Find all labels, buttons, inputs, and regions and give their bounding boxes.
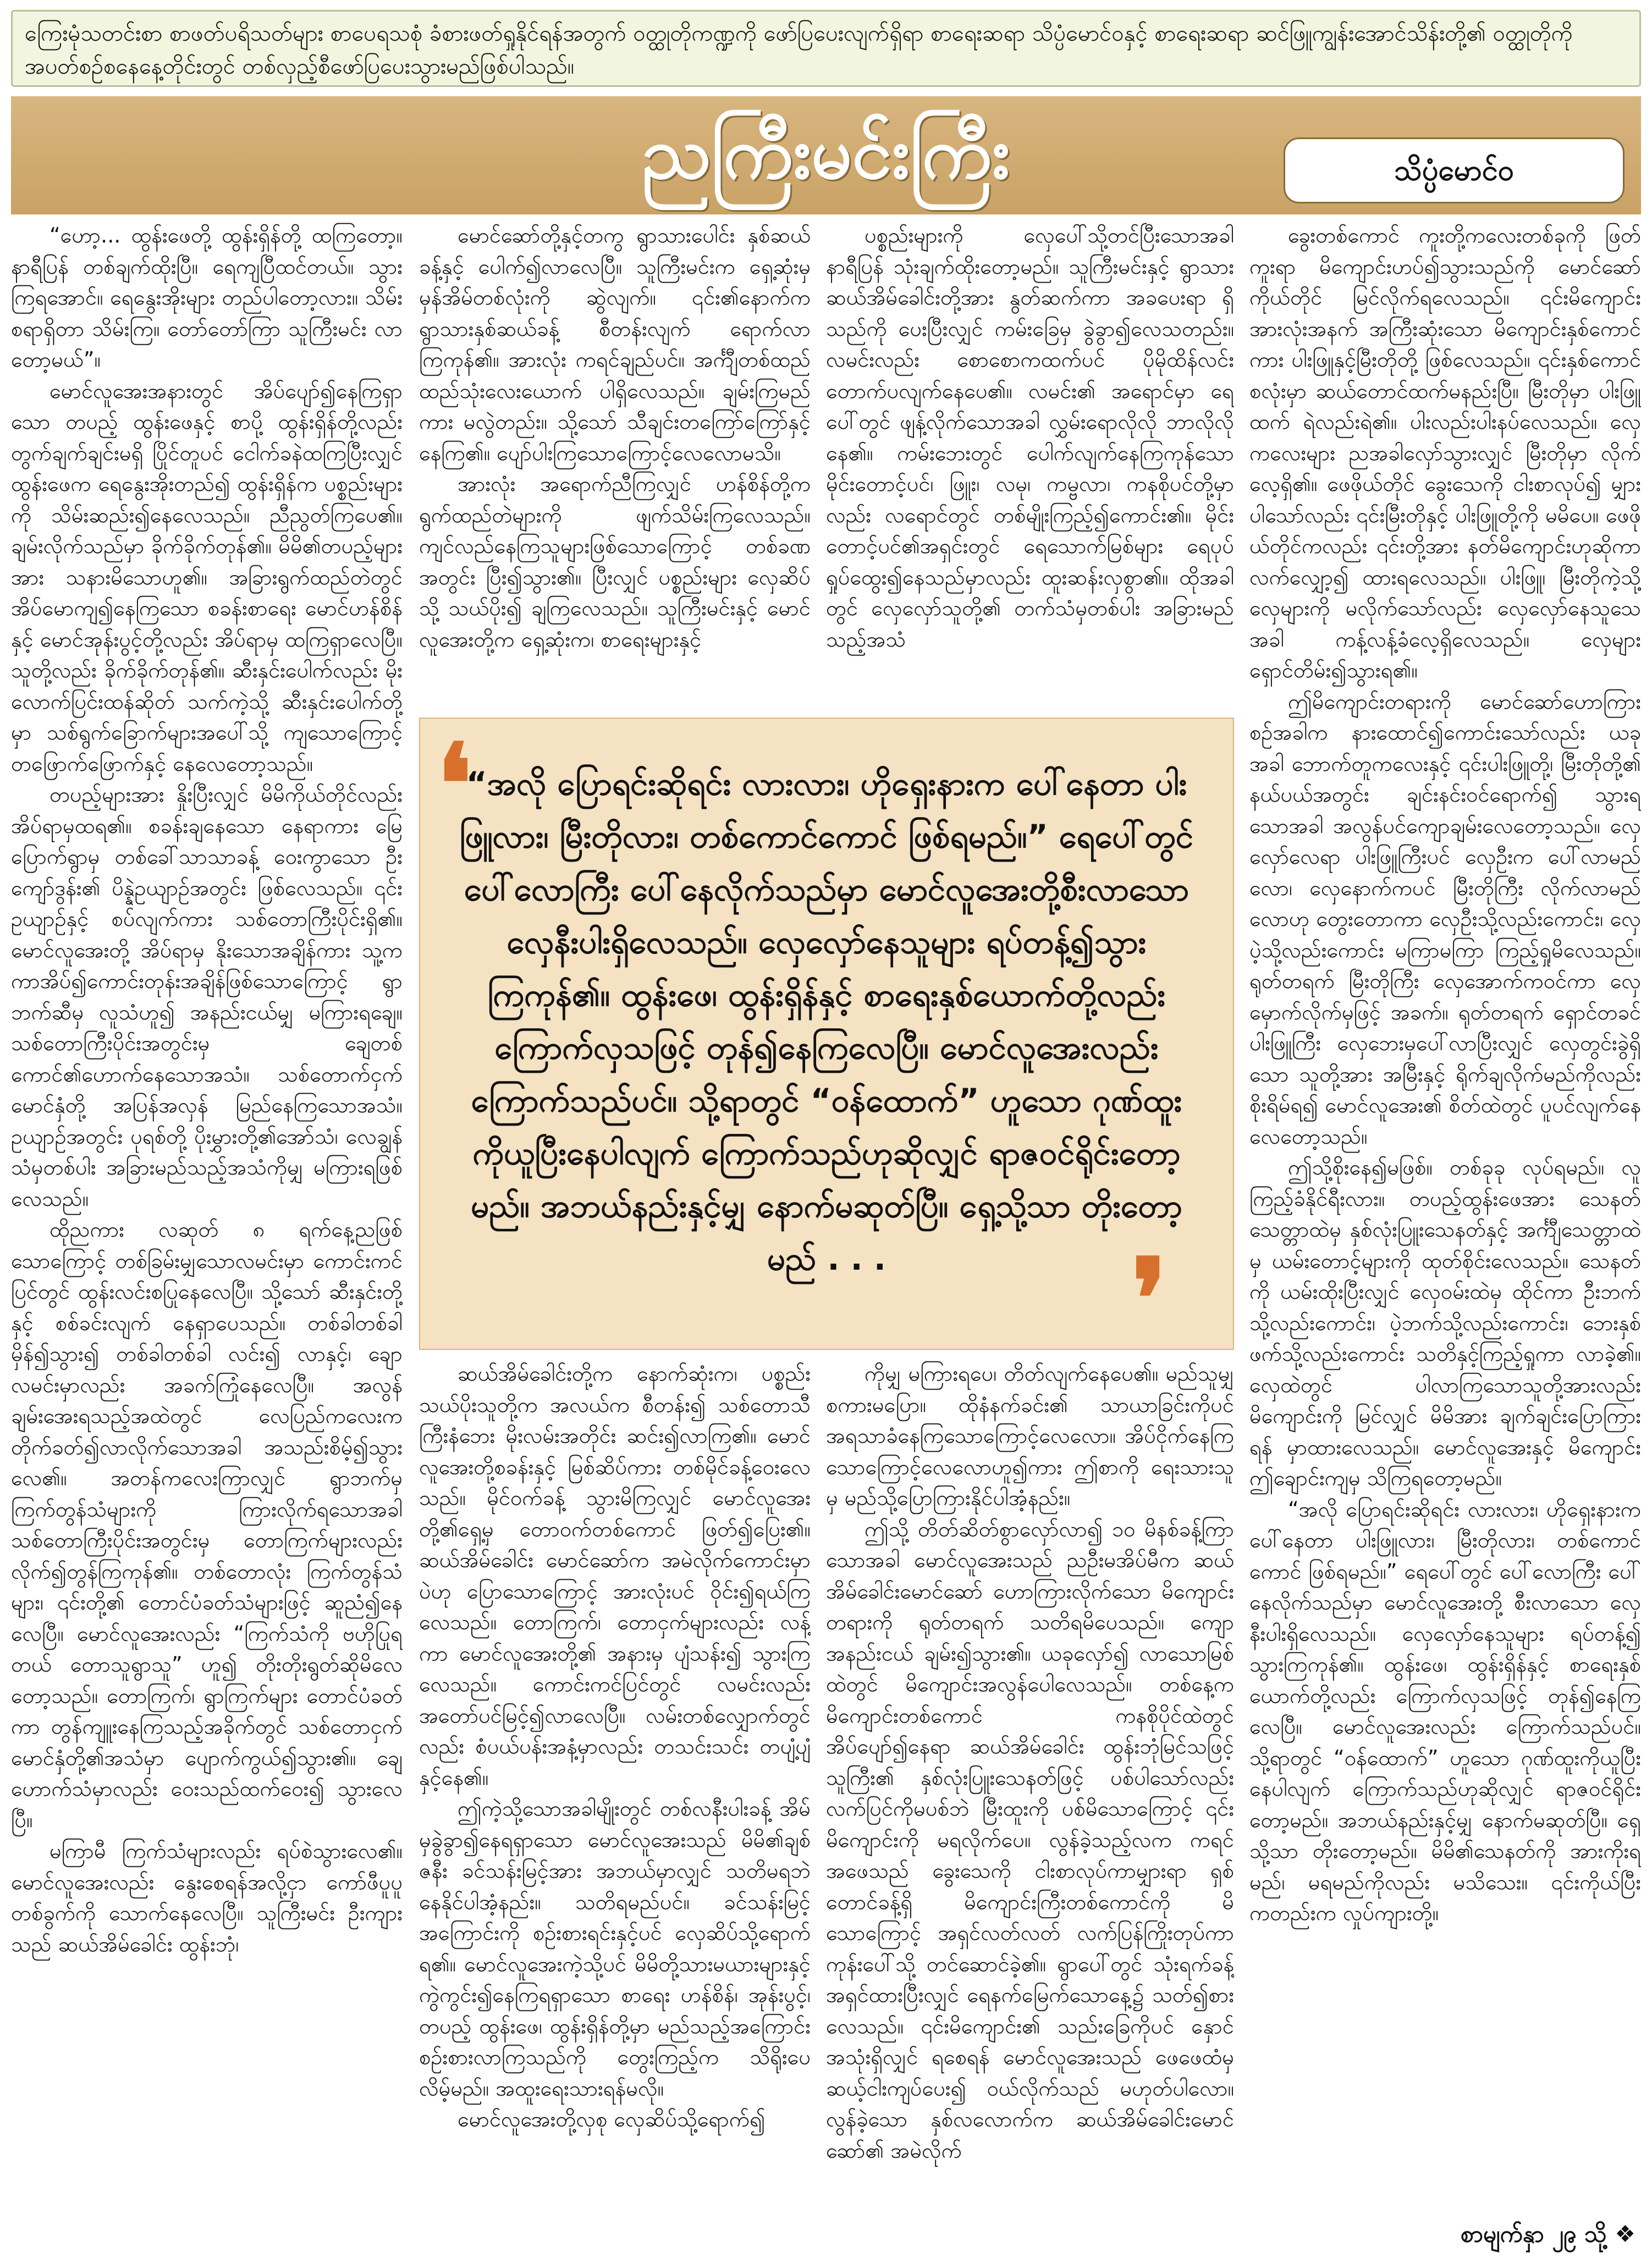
- paragraph: “အလို ပြောရင်းဆိုရင်း လားလား၊ ဟိုရှေးနားက ပေါ်နေတာ ပါးဖြူလား၊ မြီးတိုလား၊ တစ်ကောင်ကောင် ဖြစ်ရမည်။” ရေပေါ်တွင် ပေါ်လောကြီး ပေါ်နေလိုက်သည်မှာ မောင်လူအေးတို့ စီးလာသော လှေနီးပါးရှိလေသည်။ လှေလှော်နေသူများ ရပ်တန့်၍ သွားကြကုန်၏။ ထွန်းဖေ၊ ထွန်းရှိန်နှင့် စာရေးနှစ်ယောက်တို့လည်း ကြောက်လှသဖြင့် တုန်၍နေကြလေပြီ။ မောင်လူအေးလည်း ကြောက်သည်ပင်။ သို့ရာတွင် “ဝန်ထောက်” ဟူသော ဂုဏ်ထူးကိုယူပြီးနေပါလျက် ကြောက်သည်ဟုဆိုလျှင် ရာဇဝင်ရိုင်းတော့မည်။ အဘယ်နည်းနှင့်မျှ နောက်မဆုတ်ပြီ။ ရှေ့သို့သာ တိုးတော့မည်။ မိမိ၏သေနတ်ကို အားကိုးရမည်၊ မရမည်ကိုလည်း မသိသေး။ ၎င်းကိုယ်ပြီးကတည်းက လှုပ်ကျားတို့။: [1249, 1497, 1641, 1925]
- paragraph: တပည့်များအား နှိုးပြီးလျှင် မိမိကိုယ်တိုင်လည်း အိပ်ရာမှထရ၏။ စခန်းချနေသော နေရာကား မြေပြောက်ရွာမှ တစ်ခေါ်သာသာခန့် ဝေးကွာသော ဦးကျော်ဒွန်း၏ ပိန္နဲဥယျာဉ်အတွင်း ဖြစ်လေသည်။ ၎င်းဥယျာဉ်နှင့် စပ်လျက်ကား သစ်တောကြီးပိုင်းရှိ၏။ မောင်လူအေးတို့ အိပ်ရာမှ နိုးသောအချိန်ကား သူ့ကကာအိပ်၍ကောင်းတုန်းအချိန်ဖြစ်သောကြောင့် ရွာဘက်ဆီမှ လူသံဟူ၍ အနည်းငယ်မျှ မကြားရချေ။ သစ်တောကြီးပိုင်းအတွင်းမှ ချေတစ်ကောင်၏ဟောက်နေသောအသံ။ သစ်တောက်ငှက်မောင်နှံတို့ အပြန်အလှန် မြည်နေကြသောအသံ။ ဥယျာဉ်အတွင်း ပုရစ်တို့ ပိုးမွှားတို့၏အော်သံ၊ လေချွန်သံမှတစ်ပါး အခြားမည်သည့်အသံကိုမျှ မကြားရဖြစ်လေသည်။: [11, 782, 403, 1211]
- paragraph: “ဟော့... ထွန်းဖေတို့ ထွန်းရှိန်တို့ ထကြတော့။ နာရီပြန် တစ်ချက်ထိုးပြီ။ ရေကျပြီထင်တယ်။ သွားကြရအောင်။ ရေနွေးအိုးများ တည်ပါတော့လား။ သိမ်းစရာရှိတာ သိမ်းကြ။ တော်တော်ကြာ သူကြီးမင်း လာတော့မယ်”။: [11, 223, 403, 372]
- title-banner: [11, 96, 1641, 214]
- column-1: [11, 220, 403, 2227]
- paragraph: အားလုံး အရောက်ညီကြလျှင် ဟန်စိန်တို့က ရွက်ထည်တဲများကို ဖျက်သိမ်းကြလေသည်။ ကျင်လည်နေကြသူများဖြစ်သောကြောင့် တစ်ခဏအတွင်း ပြီး၍သွား၏။ ပြီးလျှင် ပစ္စည်းများ လှေဆိပ်သို့ သယ်ပိုး၍ ချကြလေသည်။ သူကြီးမင်းနှင့် မောင်လူအေးတို့က ရှေ့ဆုံးက၊ စာရေးများနှင့်: [419, 472, 811, 652]
- column-3-bottom: [826, 1358, 1234, 2227]
- paragraph: ကိုမျှ မကြားရပေ၊ တိတ်လျက်နေပေ၏။ မည်သူမျှ စကားမပြော။ ထိုနံနက်ခင်း၏ သာယာခြင်းကိုပင် အရသာခံနေကြသောကြောင့်လေလော။ အိပ်ငိုက်နေကြသောကြောင့်လေလောဟူ၍ကား ဤစာကို ရေးသားသူမှ မည်သို့ပြောကြားနိုင်ပါအံ့နည်း။: [826, 1361, 1234, 1510]
- paragraph: ထိုညကား လဆုတ် ၈ ရက်နေ့ညဖြစ်သောကြောင့် တစ်ခြမ်းမျှသောလမင်းမှာ ကောင်းကင်ပြင်တွင် ထွန်းလင်းစပြုနေလေပြီ။ သို့သော် ဆီးနှင်းတို့နှင့် စစ်ခင်းလျက် နေရှာပေသည်။ တစ်ခါတစ်ခါ မှိန်၍သွား၍ တစ်ခါတစ်ခါ လင်း၍ လာနှင့်၊ ချော လမင်းမှာလည်း အခက်ကြုံနေလေပြီ။ အလွန်ချမ်းအေးရသည့်အထဲတွင် လေပြည်ကလေးက တိုက်ခတ်၍လာလိုက်သောအခါ အသည်းစိမ့်၍သွားလေ၏။ အတန်ကလေးကြာလျှင် ရွာဘက်မှ ကြက်တွန်သံများကို ကြားလိုက်ရသောအခါ သစ်တောကြီးပိုင်းအတွင်းမှ တောကြက်များလည်း လိုက်၍တွန်ကြကုန်၏။ တစ်တောလုံး ကြက်တွန်သံများ၊ ၎င်းတို့၏ တောင်ပံခတ်သံများဖြင့် ဆူညံ၍နေလေပြီ။ မောင်လူအေးလည်း “ကြက်သံကို ဗဟိုပြုရတယ် တောသူရွာသူ” ဟူ၍ တိုးတိုးရွတ်ဆိုမိလေတော့သည်။ တောကြက်၊ ရွာကြက်များ တောင်ပံခတ်ကာ တွန်ကျူးနေကြသည့်အခိုက်တွင် သစ်တောငှက်မောင်နှံတို့၏အသံမှာ ပျောက်ကွယ်၍သွား၏။ ချေဟောက်သံမှာလည်း ဝေးသည်ထက်ဝေး၍ သွားလေပြီ။: [11, 1217, 403, 1832]
- paragraph: ဤမိကျောင်းတရားကို မောင်ဆော်ဟောကြားစဉ်အခါက နားထောင်၍ကောင်းသော်လည်း ယခုအခါ ဘောက်တူကလေးနှင့် ၎င်းပါးဖြူတို့၊ မြီးတိုတို့၏ နယ်ပယ်အတွင်း ချင်းနင်းဝင်ရောက်၍ သွားရသောအခါ အလွန်ပင်ကျောချမ်းလေတော့သည်။ လှေလှော်လေရာ ပါးဖြူကြီးပင် လှေဦးက ပေါ်လာမည်လော၊ လှေနောက်ကပင် မြီးတိုကြီး လိုက်လာမည်လောဟု တွေးတောကာ လှေဦးသို့လည်းကောင်း၊ လှေပဲ့သို့လည်းကောင်း မကြာမကြာ ကြည့်ရှုမိလေသည်။ ရုတ်တရက် မြီးတိုကြီး လှေအောက်ကဝင်ကာ လှေမှောက်လိုက်မှဖြင့် အခက်။ ရုတ်တရက် ရှောင်တခင် ပါးဖြူကြီး လှေဘေးမှပေါ်လာပြီးလျှင် လှေတွင်းခွဲရှိသော သူတို့အား အမြီးနှင့် ရိုက်ချလိုက်မည်ကိုလည်းစိုးရိမ်ရ၍ မောင်လူအေး၏ စိတ်ထဲတွင် ပူပင်လျက်နေလေတော့သည်။: [1249, 689, 1641, 1149]
- paragraph: မောင်ဆော်တို့နှင့်တကွ ရွာသားပေါင်း နှစ်ဆယ်ခန့်နှင့် ပေါက်၍လာလေပြီ။ သူကြီးမင်းက ရှေ့ဆုံးမှ မှန်အိမ်တစ်လုံးကို ဆွဲလျက်။ ၎င်း၏နောက်က ရွာသားနှစ်ဆယ်ခန့် စီတန်းလျက် ရောက်လာကြကုန်၏။ အားလုံး ကရင်ချည်ပင်။ အင်္ကျီတစ်ထည်ထည်သုံးလေးယောက် ပါရှိလေသည်။ ချမ်းကြမည်ကား မလွဲတည်း။ သို့သော် သီချင်းတကြော်ကြော်နှင့်နေကြ၏။ ပျော်ပါးကြသောကြောင့်လေလောမသိ။: [419, 223, 811, 465]
- paragraph: ဤသို့ တိတ်ဆိတ်စွာလှော်လာ၍ ၁၀ မိနစ်ခန့်ကြာသောအခါ မောင်လူအေးသည် ညဦးမအိပ်မီက ဆယ်အိမ်ခေါင်းမောင်ဆော် ဟောကြားလိုက်သော မိကျောင်းတရားကို ရုတ်တရက် သတိရမိပေသည်။ ကျောအနည်းငယ် ချမ်း၍သွား၏။ ယခုလှော်၍ လာသောမြစ်ထဲတွင် မိကျောင်းအလွန်ပေါလေသည်။ တစ်နေ့က မိကျောင်းတစ်ကောင် ကနစိုပိုင်ထဲတွင် အိပ်ပျော်၍နေရာ ဆယ်အိမ်ခေါင်း ထွန်းဘုံမြင်သဖြင့် သူကြီး၏ နှစ်လုံးပြူးသေနတ်ဖြင့် ပစ်ပါသော်လည်း လက်ပြင်ကိုမပစ်ဘဲ မြီးထူးကို ပစ်မိသောကြောင့် ၎င်းမိကျောင်းကို မရလိုက်ပေ။ လွန်ခဲ့သည့်လက ကရင်အဖေသည် ခွေးသေကို ငါးစာလုပ်ကာမျှားရာ ရှစ်တောင်ခန့်ရှိ မိကျောင်းကြီးတစ်ကောင်ကို မိသောကြောင့် အရှင်လတ်လတ် လက်ပြန်ကြိုးတုပ်ကာ ကုန်းပေါ်သို့ တင်ဆောင်ခဲ့၏။ ရွာပေါ်တွင် သုံးရက်ခန့် အရှင်ထားပြီးလျှင် ရေနက်မြေက်သောနေ့၌ သတ်၍စားလေသည်။ ၎င်းမိကျောင်း၏ သည်းခြေကိုပင် နှောင်အသုံးရှိလျှင် ရစေရန် မောင်လူအေးသည် ဖေဖေထံမှ ဆယ့်ငါးကျပ်ပေး၍ ဝယ်လိုက်သည် မဟုတ်ပါလော။ လွန်ခဲ့သော နှစ်လလောက်က ဆယ်အိမ်ခေါင်းမောင်ဆော်၏ အမဲလိုက်: [826, 1517, 1234, 2163]
- paragraph: ဆယ်အိမ်ခေါင်းတို့က နောက်ဆုံးက၊ ပစ္စည်းသယ်ပိုးသူတို့က အလယ်က စီတန်း၍ သစ်တောသီကြီးနံဘေး မိုးလမ်းအတိုင်း ဆင်း၍လာကြ၏။ မောင်လူအေးတို့စခန်းနှင့် မြစ်ဆိပ်ကား တစ်မိုင်ခန့်ဝေးလေသည်။ မိုင်ဝက်ခန့် သွားမိကြလျှင် မောင်လူအေးတို့၏ရှေ့မှ တောဝက်တစ်ကောင် ဖြတ်၍ပြေး၏။ ဆယ်အိမ်ခေါင်း မောင်ဆော်က အမဲလိုက်ကောင်းမှာပဲဟု ပြောသောကြောင့် အားလုံးပင် ဝိုင်း၍ရယ်ကြလေသည်။ တောကြက်၊ တောငှက်များလည်း လန့်ကာ မောင်လူအေးတို့၏ အနားမှ ပျံသန်း၍ သွားကြလေသည်။ ကောင်းကင်ပြင်တွင် လမင်းလည်း အတော်ပင်မြင့်၍လာလေပြီ။ လမ်းတစ်လျှောက်တွင်လည်း စံပယ်ပန်းအနံ့မှာလည်း တသင်းသင်း တပျံ့ပျံ့နှင့်နေ၏။: [419, 1361, 811, 1790]
- column-3-top: [826, 220, 1234, 709]
- paragraph: မောင်လူအေးတို့လှစု လှေဆိပ်သို့ရောက်၍: [458, 2107, 766, 2131]
- paragraph: မကြာမီ ကြက်သံများလည်း ရပ်စဲသွားလေ၏။ မောင်လူအေးလည်း နွေးစေရန်အလို့ငှာ ကော်ဖီပူပူတစ်ခွက်ကို သောက်နေလေပြီ။ သူကြီးမင်း ဦးကျားသည် ဆယ်အိမ်ခေါင်း ထွန်းဘုံ၊: [11, 1839, 403, 1956]
- paragraph: ပစ္စည်းများကို လှေပေါ်သို့တင်ပြီးသောအခါ နာရီပြန် သုံးချက်ထိုးတော့မည်။ သူကြီးမင်းနှင့် ရွာသား ဆယ်အိမ်ခေါင်းတို့အား နွတ်ဆက်ကာ အခပေးရာ ရှိသည်ကို ပေးပြီးလျှင် ကမ်းခြေမှ ခွဲခွာ၍လေသတည်း။ လမင်းလည်း စောစောကထက်ပင် ပိုမိုထိန်လင်းတောက်ပလျက်နေပေ၏။ လမင်း၏ အရောင်မှာ ရေပေါ်တွင် ဖျန့်လိုက်သောအခါ လွှမ်းရောလိုလို ဘာလိုလိုနေ၏။ ကမ်းဘေးတွင် ပေါက်လျက်နေကြကုန်သော မိုင်းတောင့်ပင်၊ ဖြူး၊ လမု၊ ကမ္ဗလာ၊ ကနစိုပင်တို့မှာလည်း လရောင်တွင် တစ်မျိုးကြည့်၍ကောင်း၏။ မိုင်းတောင့်ပင်၏အရှင်းတွင် ရေသောက်မြစ်များ ရေပုပ်ရှုပ်ထွေး၍နေသည်မှာလည်း ထူးဆန်းလှစွာ၏။ ထိုအခါတွင် လှေလှော်သူတို့၏ တက်သံမှတစ်ပါး အခြားမည်သည့်အသံ: [826, 223, 1234, 652]
- intro-note: ကြေးမုံသတင်းစာ စာဖတ်ပရိသတ်များ စာပေရသစုံ ခံစားဖတ်ရှုနိုင်ရန်အတွက် ဝတ္ထုတိုကဏ္ဍကို ဖော်ပြပေးလျက်ရှိရာ စာရေးဆရာ သိပ္ပံမောင်ဝနှင့် စာရေးဆရာ ဆင်ဖြူကျွန်းအောင်သိန်းတို့၏ ဝတ္ထုတိုကို အပတ်စဉ်စနေနေ့တိုင်းတွင် တစ်လှည့်စီဖော်ပြပေးသွားမည်ဖြစ်ပါသည်။: [11, 10, 1641, 87]
- pull-quote: [419, 718, 1234, 1350]
- paragraph: မောင်လူအေးအနားတွင် အိပ်ပျော်၍နေကြရှာသော တပည့် ထွန်းဖေနှင့် စာပို့ ထွန်းရှိန်တို့လည်း တွက်ချက်ချင်းမရှိ ပြိုင်တူပင် ငေါက်ခနဲထကြပြီးလျှင် ထွန်းဖေက ရေနွေးအိုးတည်၍ ထွန်းရှိန်က ပစ္စည်းများကို သိမ်းဆည်း၍နေလေသည်။ ညီညွတ်ကြပေ၏။ ချမ်းလိုက်သည်မှာ ခိုက်ခိုက်တုန်၏။ မိမိ၏တပည့်များအား သနားမိသောဟူ၏။ အခြားရွက်ထည်တဲတွင် အိပ်မောကျ၍နေကြသော စခန်းစာရေး မောင်ဟန်စိန်နှင့် မောင်အုန်းပွင့်တို့လည်း အိပ်ရာမှ ထကြရှာလေပြီ။ သူတို့လည်း ခိုက်ခိုက်တုန်၏။ ဆီးနှင်းပေါက်လည်း မိုးလောက်ပြင်းထန်ဆိုတ် သက်ကဲ့သို့ ဆီးနှင်းပေါက်တို့မှာ သစ်ရွက်ခြောက်များအပေါ်သို့ ကျသောကြောင့် တဖြောက်ဖြောက်နှင့် နေလေတော့သည်။: [11, 378, 403, 776]
- story-title: ညကြီးမင်းကြီး: [642, 111, 1010, 195]
- paragraph: ခွေးတစ်ကောင် ကူးတို့ကလေးတစ်ခုကို ဖြတ်ကူးရာ မိကျောင်းဟပ်၍သွားသည်ကို မောင်ဆော်ကိုယ်တိုင် မြင်လိုက်ရလေသည်။ ၎င်းမိကျောင်းအားလုံးအနက် အကြီးဆုံးသော မိကျောင်းနှစ်ကောင်ကား ပါးဖြူနှင့်မြီးတိုတို့ ဖြစ်လေသည်။ ၎င်းနှစ်ကောင်စလုံးမှာ ဆယ်တောင်ထက်မနည်းပြီ။ မြီးတိုမှာ ပါးဖြူထက် ရဲလည်းရဲ၏။ ပါးလည်းပါးနပ်လေသည်။ လှေကလေးများ ညအခါလှော်သွားလျှင် မြီးတိုမှာ လိုက်လေ့ရှိ၏။ ဖေဖိုယ်တိုင် ခွေးသေကို ငါးစာလုပ်၍ မျှားပါသော်လည်း ၎င်းမြီးတိုနှင့် ပါးဖြူတို့ကို မမိပေ။ ဖေဖိုယ်တိုင်ကလည်း ၎င်းတို့အား နတ်မိကျောင်းဟုဆိုကာ လက်လျှော့၍ ထားရလေသည်။ ပါးဖြူ၊ မြီးတိုကဲ့သို့ လှေများကို မလိုက်သော်လည်း လှေလှော်နေသူသေအခါ ကန့်လန့်ခံလေ့ရှိလေသည်။ လှေများ ရှောင်တိမ်း၍သွားရ၏။: [1249, 223, 1641, 682]
- column-2-bottom: [419, 1358, 811, 2227]
- close-quote-icon: ❜: [1131, 1234, 1167, 1350]
- paragraph: ဤသို့စိုးနေ၍မဖြစ်။ တစ်ခုခု လုပ်ရမည်။ လူကြည့်ခံနိုင်ရီးလား။ တပည့်ထွန်းဖေအား သေနတ်သေတ္တာထဲမှ နှစ်လုံးပြူးသေနတ်နှင့် အင်္ကျီသေတ္တာထဲမှ ယမ်းတောင့်များကို ထုတ်စိုင်းလေသည်။ သေနတ်ကို ယမ်းထိုးပြီးလျှင် လှေဝမ်းထဲမှ ထိုင်ကာ ဦးဘက်သို့လည်းကောင်း၊ ပဲ့ဘက်သို့လည်းကောင်း၊ ဘေးနှစ်ဖက်သို့လည်းကောင်း သတိနှင့်ကြည့်ရှုကာ လာခဲ့၏။ လှေထဲတွင် ပါလာကြသောသူတို့အားလည်း မိကျောင်းကို မြင်လျှင် မိမိအား ချက်ချင်းပြောကြားရန် မှာထားလေသည်။ မောင်လူအေးနှင့် မိကျောင်း ဤချောင်းကျမှ သိကြရတော့မည်။: [1249, 1155, 1641, 1490]
- author-badge: သိပ္ပံမောင်ဝ: [1284, 137, 1625, 203]
- paragraph: ဤကဲ့သို့သောအခါမျိုးတွင် တစ်လနီးပါးခန့် အိမ်မှခွဲခွာ၍နေရရှာသော မောင်လူအေးသည် မိမိ၏ချစ်ဇနီး ခင်သန်းမြင့်အား အဘယ်မှာလျှင် သတိမရဘဲ နေနိုင်ပါအံ့နည်း။ သတိရမည်ပင်။ ခင်သန်းမြင့်အကြောင်းကို စဉ်းစားရင်းနှင့်ပင် လှေဆိပ်သို့ရောက်ရ၏။ မောင်လူအေးကဲ့သို့ပင် မိမိတို့သားမယားများနှင့် ကွဲကွင်း၍နေကြရရှာသော စာရေး ဟန်စိန်၊ အုန်းပွင့်၊ တပည့် ထွန်းဖေ၊ ထွန်းရှိန်တို့မှာ မည်သည့်အကြောင်းစဉ်းစားလာကြသည်ကို တွေးကြည့်က သိရိုးပေလိမ့်မည်။ အထူးရေးသားရန်မလို။: [419, 1796, 811, 2101]
- continued-on-page: စာမျက်နှာ ၂၉ သို့ ❖: [1461, 2220, 1636, 2247]
- open-quote-icon: ❛: [437, 720, 472, 849]
- column-2-top: [419, 220, 811, 709]
- pull-quote-text: “အလို ပြောရင်းဆိုရင်း လားလား၊ ဟိုရှေးနားက ပေါ်နေတာ ပါးဖြူလား၊ မြီးတိုလား၊ တစ်ကောင်ကောင် ဖြစ်ရမည်။” ရေပေါ်တွင် ပေါ်လောကြီး ပေါ်နေလိုက်သည်မှာ မောင်လူအေးတို့စီးလာသော လှေနီးပါးရှိလေသည်။ လှေလှော်နေသူများ ရပ်တန့်၍သွားကြကုန်၏။ ထွန်းဖေ၊ ထွန်းရှိန်နှင့် စာရေးနှစ်ယောက်တို့လည်း ကြောက်လှသဖြင့် တုန်၍နေကြလေပြီ။ မောင်လူအေးလည်း ကြောက်သည်ပင်။ သို့ရာတွင် “ဝန်ထောက်” ဟူသော ဂုဏ်ထူးကိုယူပြီးနေပါလျက် ကြောက်သည်ဟုဆိုလျှင် ရာဇဝင်ရိုင်းတော့မည်။ အဘယ်နည်းနှင့်မျှ နောက်မဆုတ်ပြီ။ ရှေ့သို့သာ တိုးတော့မည် . . .: [459, 765, 1194, 1277]
- column-4: [1249, 220, 1641, 2211]
